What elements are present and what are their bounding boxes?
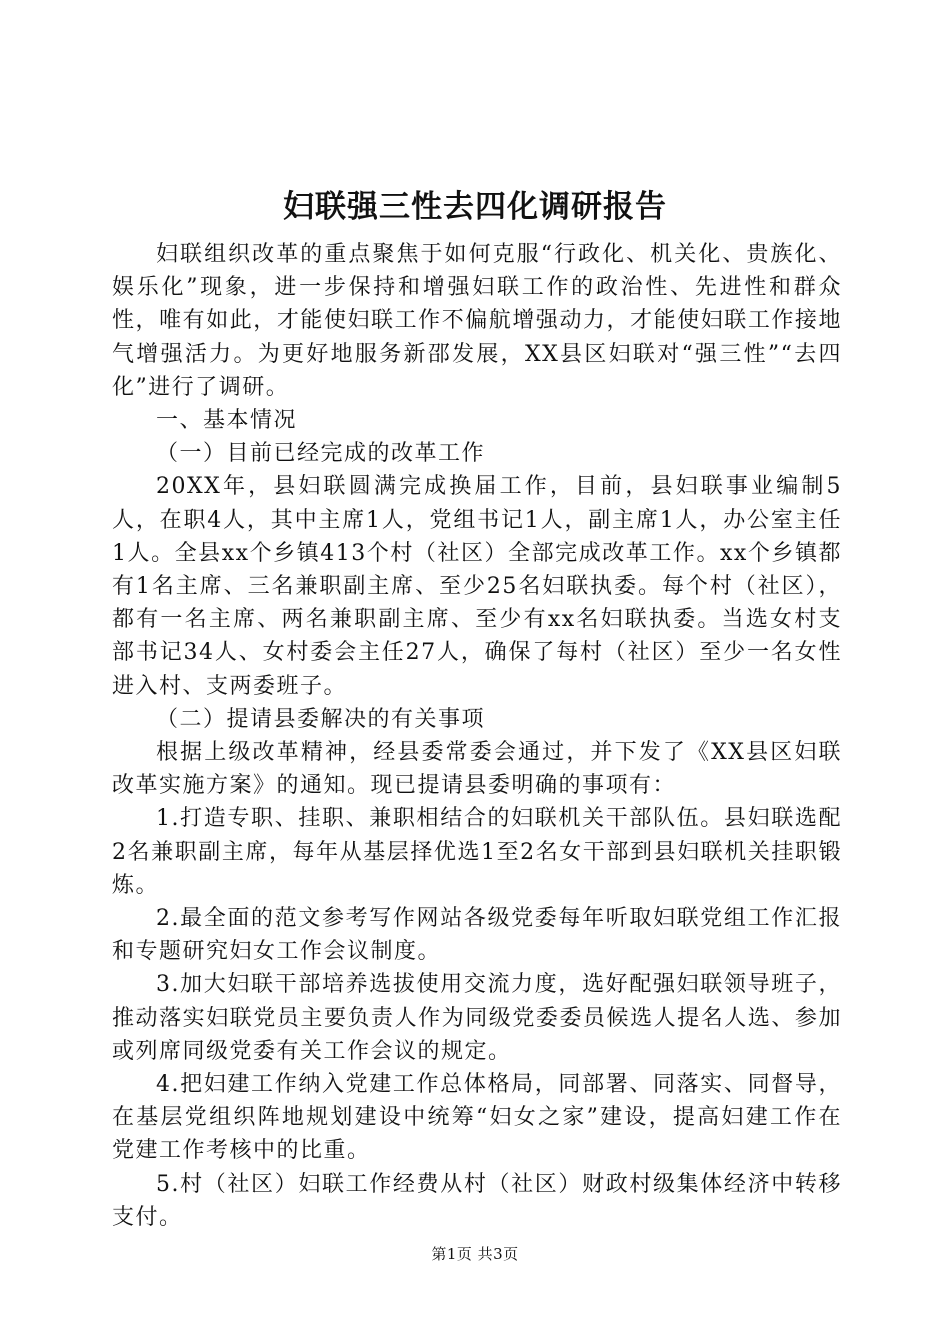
page-footer: 第1页 共3页 (431, 1245, 519, 1263)
document-body (112, 238, 842, 1234)
subsection-heading: （一）目前已经完成的改革工作 (156, 441, 486, 467)
list-item: 3.加大妇联干部培养选拔使用交流力度，选好配强妇联领导班子，推动落实妇联党员主要负责人作为同级党委委员候选人提名人选、参加或列席同级党委有关工作会议的规定。 (112, 972, 842, 1064)
section-heading: 一、基本情况 (156, 408, 298, 434)
list-item: 4.把妇建工作纳入党建工作总体格局，同部署、同落实、同督导，在基层党组织阵地规划建设中统筹“妇女之家”建设，提高妇建工作在党建工作考核中的比重。 (112, 1072, 842, 1164)
intro-paragraph: 妇联组织改革的重点聚焦于如何克服“行政化、机关化、贵族化、娱乐化”现象，进一步保持和增强妇联工作的政治性、先进性和群众性，唯有如此，才能使妇联工作不偏航增强动力，才能使妇联工作接地气增强活力。为更好地服务新邵发展，XX县区妇联对“强三性”“去四化”进行了调研。 (112, 242, 842, 400)
subsection-heading: （二）提请县委解决的有关事项 (156, 706, 486, 732)
list-item: 2.最全面的范文参考写作网站各级党委每年听取妇联党组工作汇报和专题研究妇女工作会议制度。 (112, 906, 842, 965)
body-paragraph: 根据上级改革精神，经县委常委会通过，并下发了《XX县区妇联改革实施方案》的通知。现已提请县委明确的事项有： (112, 740, 842, 799)
body-paragraph: 20XX年，县妇联圆满完成换届工作，目前，县妇联事业编制5人，在职4人，其中主席1人，党组书记1人，副主席1人，办公室主任1人。全县xx个乡镇413个村（社区）全部完成改革工作。xx个乡镇都有1名主席、三名兼职副主席、至少25名妇联执委。每个村（社区），都有一名主席、两名兼职副主席、至少有xx名妇联执委。当选女村支部书记34人、女村委会主任27人，确保了每村（社区）至少一名女性进入村、支两委班子。 (112, 474, 842, 699)
list-item: 5.村（社区）妇联工作经费从村（社区）财政村级集体经济中转移支付。 (112, 1171, 842, 1230)
list-item: 1.打造专职、挂职、兼职相结合的妇联机关干部队伍。县妇联选配2名兼职副主席，每年从基层择优选1至2名女干部到县妇联机关挂职锻炼。 (112, 806, 842, 898)
document-title: 妇联强三性去四化调研报告 (283, 189, 667, 225)
